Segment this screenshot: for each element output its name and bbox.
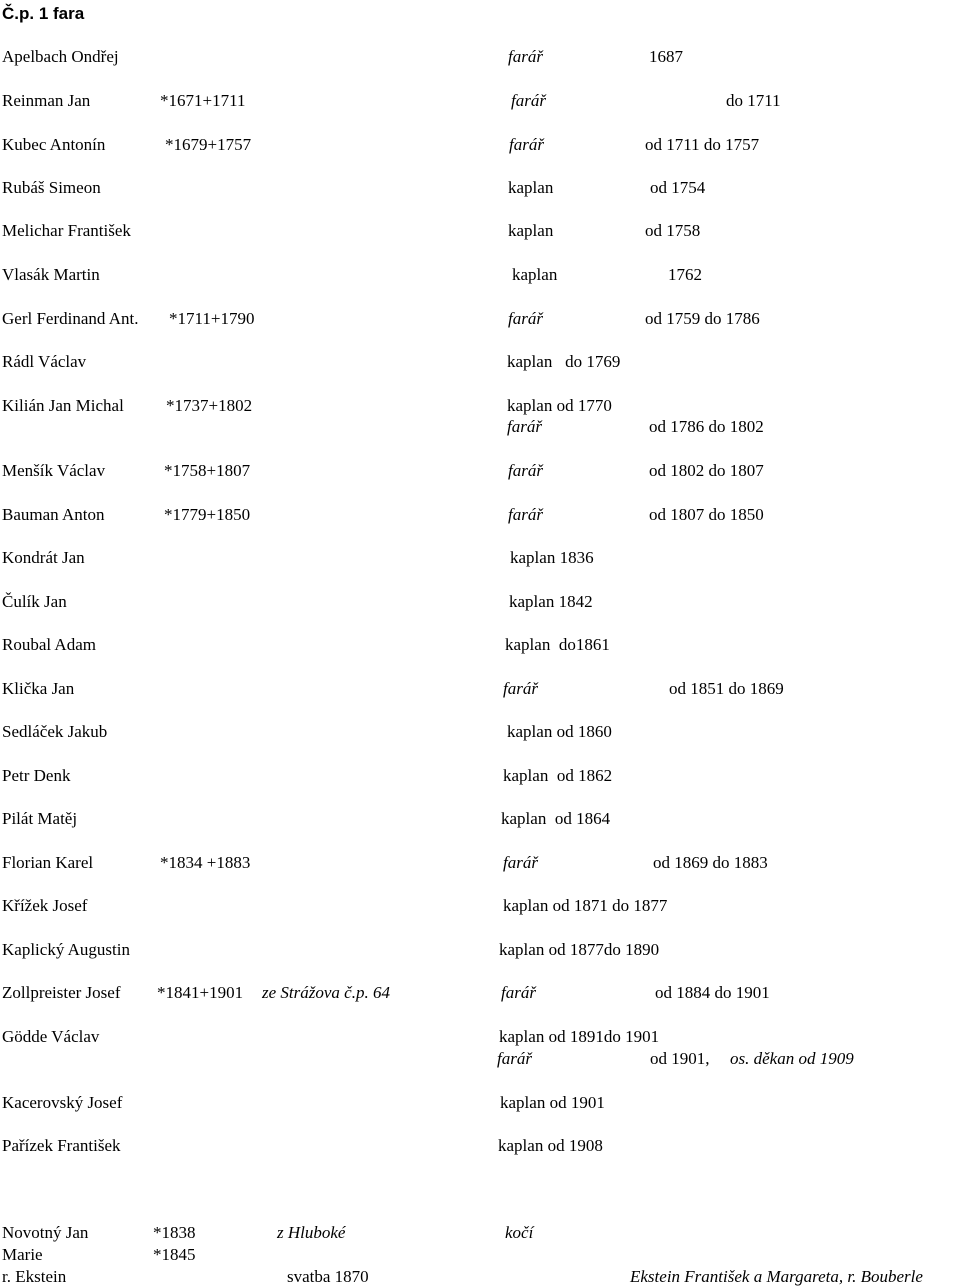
person-name: Gerl Ferdinand Ant.	[2, 309, 139, 328]
person-name: Novotný Jan	[2, 1223, 89, 1242]
role: kaplan od 1901	[500, 1093, 605, 1112]
page-title: Č.p. 1 fara	[2, 4, 85, 23]
person-name: Roubal Adam	[2, 635, 96, 654]
life-dates: *1838	[153, 1223, 196, 1242]
life-dates: *1671+1711	[160, 91, 246, 110]
life-dates: *1841+1901	[157, 983, 244, 1002]
maiden-name: r. Ekstein	[2, 1267, 67, 1286]
role: farář	[503, 679, 538, 698]
period: od 1869 do 1883	[653, 853, 768, 872]
origin: ze Strážova č.p. 64	[262, 983, 390, 1002]
role: farář	[509, 135, 544, 154]
role: kaplan 1836	[510, 548, 594, 567]
person-name: Reinman Jan	[2, 91, 91, 110]
role: kaplan	[508, 221, 554, 240]
person-name: Kilián Jan Michal	[2, 396, 124, 415]
life-dates: *1834 +1883	[160, 853, 251, 872]
person-name: Vlasák Martin	[2, 265, 100, 284]
life-dates: *1758+1807	[164, 461, 251, 480]
person-name: Křížek Josef	[2, 896, 88, 915]
role: farář	[511, 91, 546, 110]
person-name: Rádl Václav	[2, 352, 87, 371]
role: kaplan do1861	[505, 635, 610, 654]
person-name: Kacerovský Josef	[2, 1093, 123, 1112]
role: farář	[503, 853, 538, 872]
person-name: Zollpreister Josef	[2, 983, 121, 1002]
period: do 1711	[726, 91, 781, 110]
period: od 1759 do 1786	[645, 309, 760, 328]
role: kaplan	[508, 178, 554, 197]
period-secondary: od 1901,	[650, 1049, 710, 1068]
role: kaplan od 1908	[498, 1136, 603, 1155]
occupation: kočí	[505, 1223, 534, 1242]
period: od 1802 do 1807	[649, 461, 764, 480]
person-name: Melichar František	[2, 221, 131, 240]
period: od 1711 do 1757	[645, 135, 760, 154]
person-name: Rubáš Simeon	[2, 178, 101, 197]
role: kaplan od 1871 do 1877	[503, 896, 668, 915]
role: kaplan do 1769	[507, 352, 621, 371]
person-name: Pilát Matěj	[2, 809, 78, 828]
role: farář	[501, 983, 536, 1002]
life-dates: *1845	[153, 1245, 196, 1264]
role: kaplan od 1862	[503, 766, 613, 785]
role: kaplan od 1864	[501, 809, 611, 828]
role-secondary: farář	[497, 1049, 532, 1068]
person-name: Marie	[2, 1245, 43, 1264]
role: farář	[508, 309, 543, 328]
person-name: Petr Denk	[2, 766, 71, 785]
period: od 1758	[645, 221, 701, 240]
person-name: Čulík Jan	[2, 592, 67, 611]
person-name: Kondrát Jan	[2, 548, 85, 567]
note: os. děkan od 1909	[730, 1049, 854, 1068]
person-name: Gödde Václav	[2, 1027, 100, 1046]
parents: Ekstein František a Margareta, r. Bouberle	[630, 1267, 923, 1286]
role: farář	[508, 505, 543, 524]
person-name: Bauman Anton	[2, 505, 105, 524]
role: kaplan od 1770	[507, 396, 612, 415]
role: kaplan od 1860	[507, 722, 612, 741]
period: 1762	[668, 265, 702, 284]
person-name: Menšík Václav	[2, 461, 106, 480]
role-secondary: farář	[507, 417, 542, 436]
role: kaplan 1842	[509, 592, 593, 611]
life-dates: *1679+1757	[165, 135, 252, 154]
role: kaplan	[512, 265, 558, 284]
person-name: Klička Jan	[2, 679, 75, 698]
role: farář	[508, 47, 543, 66]
person-name: Pařízek František	[2, 1136, 121, 1155]
person-name: Apelbach Ondřej	[2, 47, 119, 66]
period: od 1754	[650, 178, 706, 197]
life-dates: *1711+1790	[169, 309, 255, 328]
role: farář	[508, 461, 543, 480]
period: 1687	[649, 47, 683, 66]
person-name: Sedláček Jakub	[2, 722, 108, 741]
period-secondary: od 1786 do 1802	[649, 417, 764, 436]
life-dates: *1737+1802	[166, 396, 253, 415]
wedding: svatba 1870	[287, 1267, 369, 1286]
period: od 1807 do 1850	[649, 505, 764, 524]
person-name: Kubec Antonín	[2, 135, 106, 154]
person-name: Kaplický Augustin	[2, 940, 130, 959]
life-dates: *1779+1850	[164, 505, 251, 524]
origin: z Hluboké	[277, 1223, 346, 1242]
role: kaplan od 1877do 1890	[499, 940, 660, 959]
period: od 1884 do 1901	[655, 983, 770, 1002]
person-name: Florian Karel	[2, 853, 94, 872]
role: kaplan od 1891do 1901	[499, 1027, 660, 1046]
period: od 1851 do 1869	[669, 679, 784, 698]
